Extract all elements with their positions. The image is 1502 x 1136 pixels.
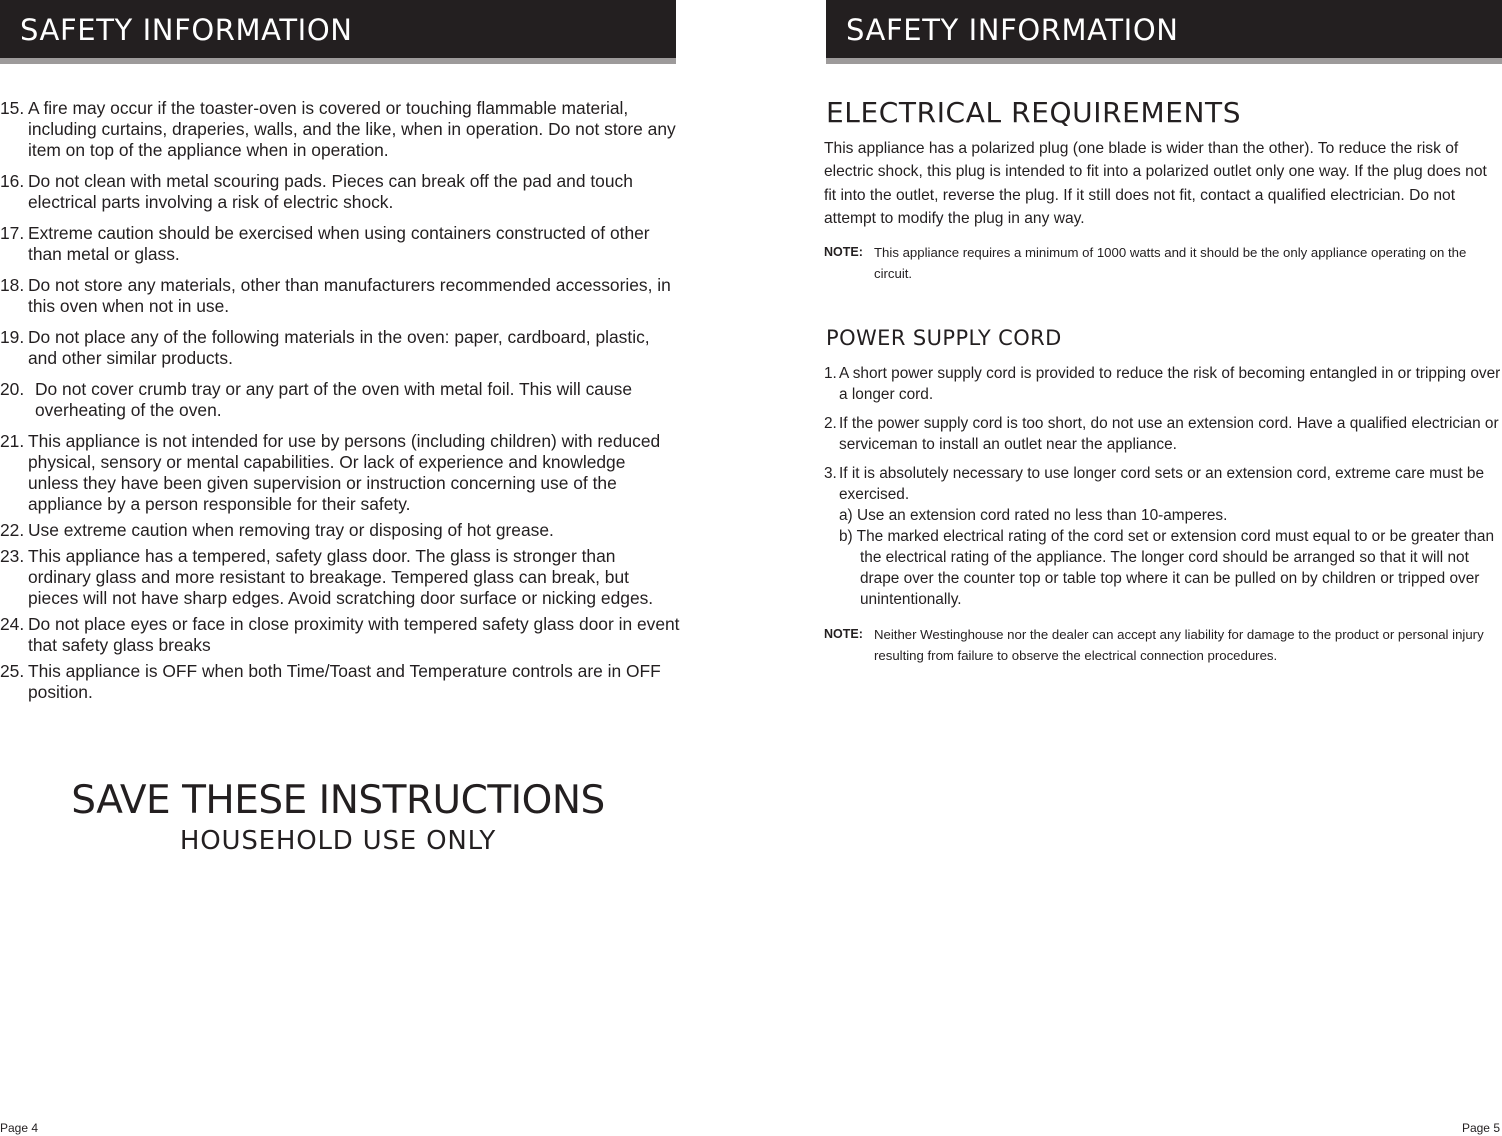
item-number: 23.	[0, 546, 25, 566]
item-text: This appliance is OFF when both Time/Toast and Temperature controls are in OFF position.	[28, 661, 661, 702]
item-text: Do not place any of the following materials in the oven: paper, cardboard, plastic, and other similar products.	[28, 327, 650, 368]
safety-item-21	[0, 431, 680, 515]
right-header-title: SAFETY INFORMATION	[846, 13, 1179, 47]
cord-item-3	[824, 463, 1502, 610]
item-number: 21.	[0, 431, 25, 451]
item-number: 17.	[0, 223, 25, 243]
left-page	[0, 0, 680, 1136]
item-text: A fire may occur if the toaster-oven is covered or touching flammable material, including curtains, draperies, walls, and the like, when in operation. Do not store any item on top of the appliance when in operation.	[28, 98, 676, 160]
safety-item-19	[0, 327, 680, 369]
electrical-requirements-heading: ELECTRICAL REQUIREMENTS	[826, 96, 1242, 129]
page-number: Page 5	[1461, 1121, 1500, 1135]
item-number: 19.	[0, 327, 25, 347]
item-text: Do not store any materials, other than manufacturers recommended accessories, in this oven when not in use.	[28, 275, 671, 316]
right-header-bar	[826, 0, 1502, 64]
item-number: 16.	[0, 171, 25, 191]
save-instructions-title: SAVE THESE INSTRUCTIONS	[71, 778, 605, 823]
safety-item-15	[0, 98, 680, 161]
item-text: Do not clean with metal scouring pads. Pieces can break off the pad and touch electrical parts involving a risk of electric shock.	[28, 171, 633, 212]
note-label: NOTE:	[824, 627, 863, 641]
note-text: This appliance requires a minimum of 1000 watts and it should be the only appliance operating on the circuit.	[874, 245, 1467, 281]
cord-list	[824, 363, 1502, 618]
note-label: NOTE:	[824, 245, 863, 259]
cord-item-2	[824, 413, 1502, 455]
cord-sub-item-a: a) Use an extension cord rated no less than 10-amperes.	[839, 507, 1228, 524]
safety-item-18	[0, 275, 680, 317]
item-text: This appliance is not intended for use by persons (including children) with reduced physical, sensory or mental capabilities. Or lack of experience and knowledge unless they have been given supervision or instruction concerning use of the appliance by a person responsible for their safety.	[28, 431, 661, 514]
left-header-bar	[0, 0, 676, 64]
right-page	[826, 0, 1502, 1136]
item-number: 1.	[824, 365, 837, 382]
safety-item-16	[0, 171, 680, 213]
safety-item-24	[0, 614, 680, 656]
item-text: Do not cover crumb tray or any part of the oven with metal foil. This will cause overheating of the oven.	[35, 379, 633, 420]
item-text: This appliance has a tempered, safety glass door. The glass is stronger than ordinary glass and more resistant to breakage. Tempered glass can break, but pieces will not have sharp edges. Avoid scratching door surface or nicking edges.	[28, 546, 654, 608]
item-number: 3.	[824, 465, 837, 482]
electrical-requirements-text: This appliance has a polarized plug (one blade is wider than the other). To reduce the risk of electric shock, this plug is intended to fit into a polarized outlet only one way. If the plug does not fit into the outlet, reverse the plug. If it still does not fit, contact a qualified electrician. Do not attempt to modify the plug in any way.	[824, 140, 1487, 227]
item-text: Do not place eyes or face in close proximity with tempered safety glass door in event that safety glass breaks	[28, 614, 680, 655]
safety-item-17	[0, 223, 680, 265]
note-power	[824, 242, 1502, 284]
safety-item-23	[0, 546, 680, 609]
safety-list	[0, 98, 680, 708]
household-use-only: HOUSEHOLD USE ONLY	[179, 826, 497, 856]
item-number: 20.	[0, 379, 25, 399]
left-header-title: SAFETY INFORMATION	[20, 13, 353, 47]
safety-item-22	[0, 520, 680, 541]
note-liability	[824, 624, 1502, 666]
item-text: A short power supply cord is provided to reduce the risk of becoming entangled in or tripping over a longer cord.	[839, 365, 1501, 403]
safety-item-20	[0, 379, 680, 421]
item-number: 2.	[824, 415, 837, 432]
item-text: Extreme caution should be exercised when using containers constructed of other than metal or glass.	[28, 223, 650, 264]
cord-sub-list	[824, 505, 1502, 610]
power-supply-cord-heading: POWER SUPPLY CORD	[826, 326, 1062, 350]
item-text: If it is absolutely necessary to use longer cord sets or an extension cord, extreme care must be exercised.	[839, 465, 1485, 503]
safety-item-25	[0, 661, 680, 703]
item-number: 24.	[0, 614, 25, 634]
item-number: 22.	[0, 520, 25, 540]
item-number: 18.	[0, 275, 25, 295]
page-number: Page 4	[0, 1121, 39, 1135]
item-text: If the power supply cord is too short, do not use an extension cord. Have a qualified electrician or serviceman to install an outlet near the appliance.	[839, 415, 1499, 453]
cord-sub-item-b: b) The marked electrical rating of the cord set or extension cord must equal to or be greater than the electrical rating of the appliance. The longer cord should be arranged so that it will not drape over the counter top or table top where it can be pulled on by children or tripped over unintentionally.	[839, 528, 1495, 608]
item-number: 15.	[0, 98, 25, 118]
item-number: 25.	[0, 661, 25, 681]
cord-item-1	[824, 363, 1502, 405]
note-text: Neither Westinghouse nor the dealer can accept any liability for damage to the product or personal injury resulting from failure to observe the electrical connection procedures.	[874, 627, 1484, 663]
item-text: Use extreme caution when removing tray or disposing of hot grease.	[28, 520, 554, 540]
